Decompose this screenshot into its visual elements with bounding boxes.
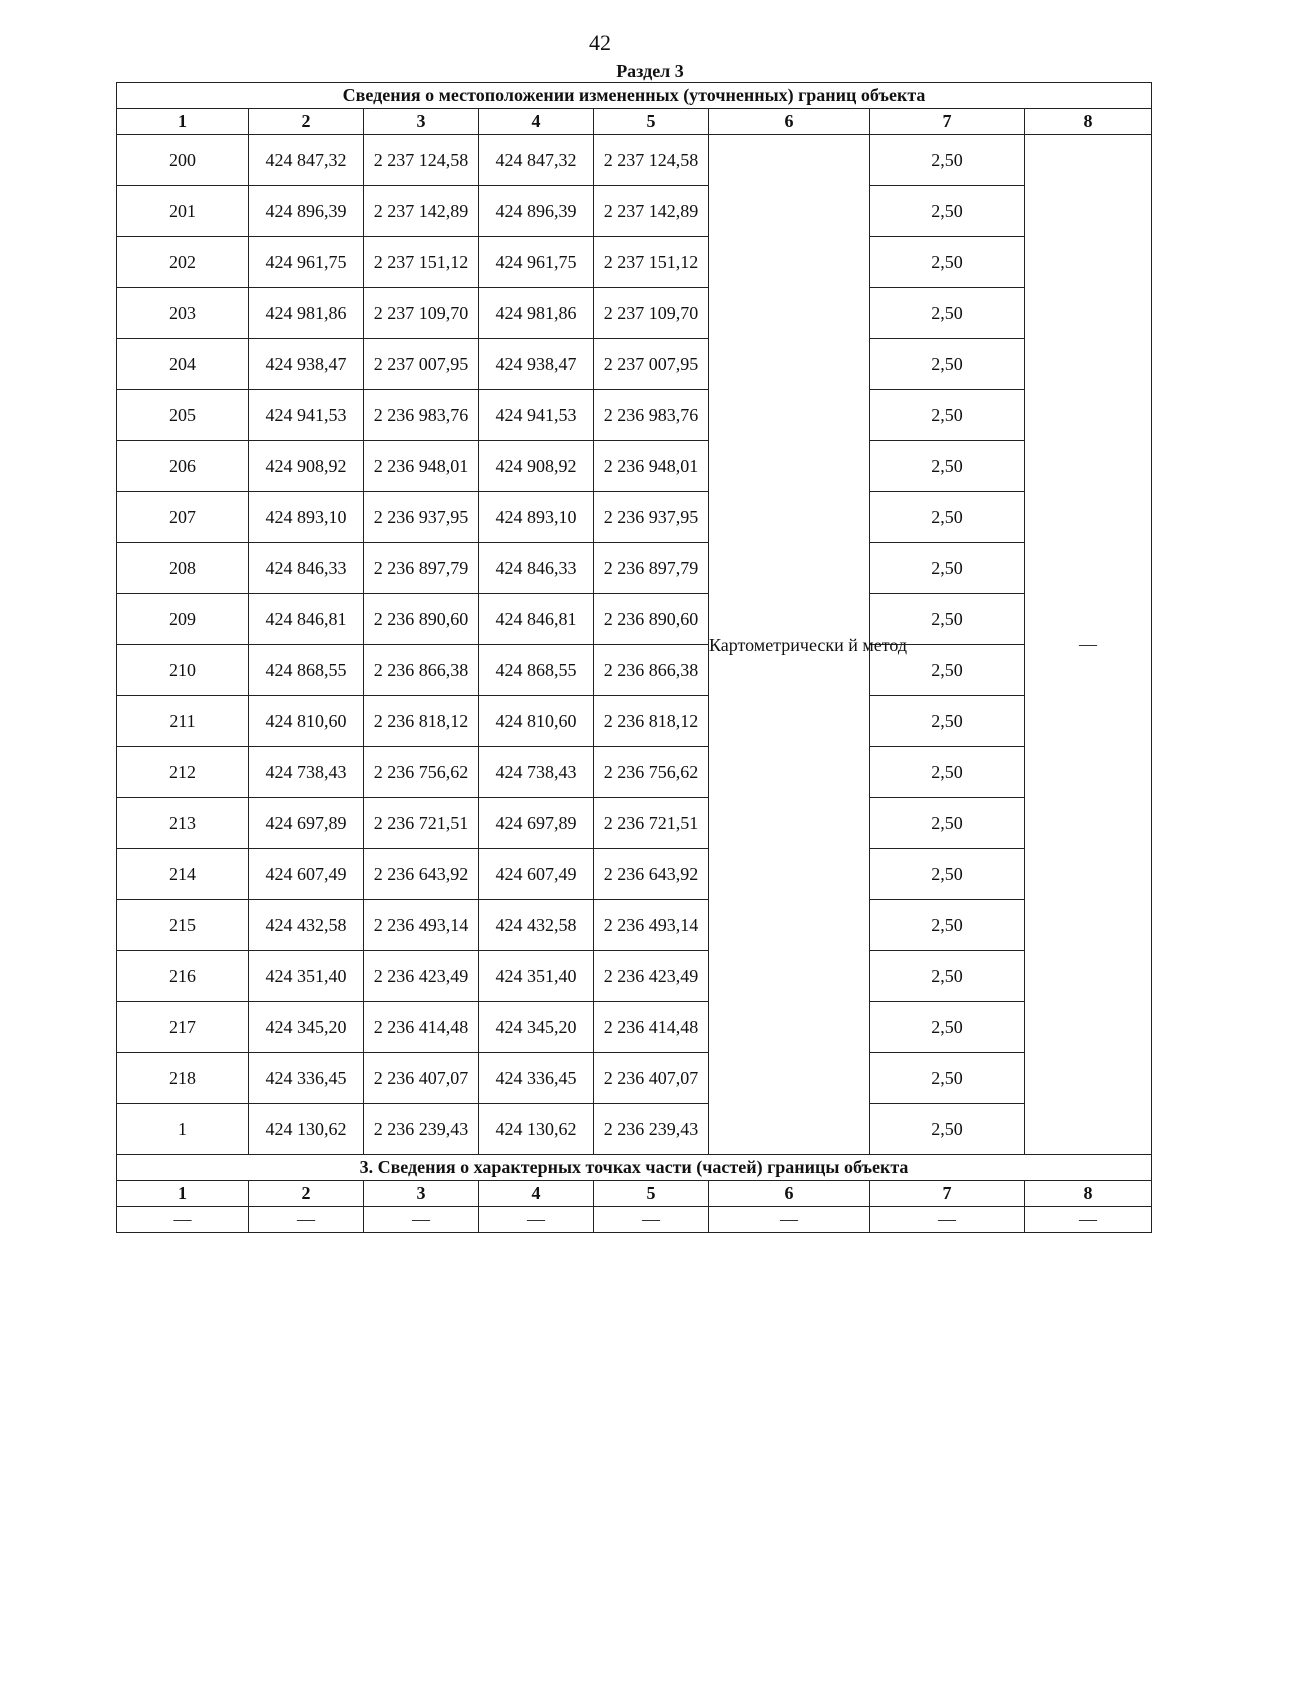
table-row xyxy=(117,696,1152,747)
table-row xyxy=(117,798,1152,849)
coordinate-cell: 2 236 407,07 xyxy=(594,1053,709,1104)
coordinate-cell: 424 336,45 xyxy=(479,1053,594,1104)
accuracy-cell: 2,50 xyxy=(870,696,1025,747)
column-number: 5 xyxy=(594,1181,709,1207)
point-number: 206 xyxy=(117,441,249,492)
coordinate-cell: 424 938,47 xyxy=(479,339,594,390)
table-row xyxy=(117,543,1152,594)
accuracy-cell: 2,50 xyxy=(870,594,1025,645)
table-row xyxy=(117,849,1152,900)
coordinate-cell: 2 236 866,38 xyxy=(594,645,709,696)
column-number: 3 xyxy=(364,1181,479,1207)
empty-value-cell: — xyxy=(479,1207,594,1233)
table-row xyxy=(117,594,1152,645)
coordinate-cell: 2 236 643,92 xyxy=(364,849,479,900)
coordinate-cell: 2 237 007,95 xyxy=(594,339,709,390)
accuracy-cell: 2,50 xyxy=(870,543,1025,594)
accuracy-cell: 2,50 xyxy=(870,849,1025,900)
column8-cell: — xyxy=(1025,135,1152,1155)
coordinate-cell: 424 738,43 xyxy=(249,747,364,798)
table-row xyxy=(117,390,1152,441)
point-number: 203 xyxy=(117,288,249,339)
coordinate-cell: 2 237 007,95 xyxy=(364,339,479,390)
coordinate-cell: 2 236 948,01 xyxy=(364,441,479,492)
coordinate-cell: 2 236 414,48 xyxy=(594,1002,709,1053)
coordinate-cell: 2 237 142,89 xyxy=(364,186,479,237)
coordinate-cell: 424 896,39 xyxy=(479,186,594,237)
coordinate-cell: 424 432,58 xyxy=(249,900,364,951)
accuracy-cell: 2,50 xyxy=(870,441,1025,492)
column-number: 8 xyxy=(1025,109,1152,135)
point-number: 211 xyxy=(117,696,249,747)
coordinate-cell: 424 938,47 xyxy=(249,339,364,390)
boundary-table xyxy=(116,82,1152,1233)
point-number: 202 xyxy=(117,237,249,288)
coordinate-cell: 2 236 414,48 xyxy=(364,1002,479,1053)
empty-value-cell: — xyxy=(249,1207,364,1233)
table-title: Сведения о местоположении измененных (уточненных) границ объекта xyxy=(117,83,1152,109)
table-row xyxy=(117,288,1152,339)
accuracy-cell: 2,50 xyxy=(870,645,1025,696)
column-number: 4 xyxy=(479,1181,594,1207)
coordinate-cell: 2 236 239,43 xyxy=(364,1104,479,1155)
accuracy-cell: 2,50 xyxy=(870,186,1025,237)
parts-table-title: 3. Сведения о характерных точках части (частей) границы объекта xyxy=(117,1155,1152,1181)
coordinate-cell: 2 236 818,12 xyxy=(364,696,479,747)
table-row xyxy=(117,900,1152,951)
coordinate-cell: 424 351,40 xyxy=(479,951,594,1002)
accuracy-cell: 2,50 xyxy=(870,1053,1025,1104)
coordinate-cell: 424 607,49 xyxy=(249,849,364,900)
point-number: 218 xyxy=(117,1053,249,1104)
coordinate-cell: 2 236 407,07 xyxy=(364,1053,479,1104)
coordinate-cell: 424 336,45 xyxy=(249,1053,364,1104)
column-number: 1 xyxy=(117,109,249,135)
accuracy-cell: 2,50 xyxy=(870,288,1025,339)
coordinate-cell: 424 846,81 xyxy=(249,594,364,645)
coordinate-cell: 424 941,53 xyxy=(479,390,594,441)
coordinate-cell: 424 130,62 xyxy=(479,1104,594,1155)
point-number: 217 xyxy=(117,1002,249,1053)
coordinate-cell: 2 236 423,49 xyxy=(594,951,709,1002)
coordinate-cell: 2 236 866,38 xyxy=(364,645,479,696)
empty-value-cell: — xyxy=(870,1207,1025,1233)
point-number: 209 xyxy=(117,594,249,645)
coordinate-cell: 2 236 643,92 xyxy=(594,849,709,900)
column-number: 5 xyxy=(594,109,709,135)
point-number: 205 xyxy=(117,390,249,441)
coordinate-cell: 2 236 983,76 xyxy=(594,390,709,441)
coordinate-cell: 424 345,20 xyxy=(479,1002,594,1053)
table-row xyxy=(117,951,1152,1002)
accuracy-cell: 2,50 xyxy=(870,390,1025,441)
coordinate-cell: 2 236 948,01 xyxy=(594,441,709,492)
column-number: 8 xyxy=(1025,1181,1152,1207)
coordinate-cell: 2 236 897,79 xyxy=(594,543,709,594)
point-number: 210 xyxy=(117,645,249,696)
coordinate-cell: 424 810,60 xyxy=(479,696,594,747)
coordinate-cell: 424 893,10 xyxy=(479,492,594,543)
coordinate-cell: 424 847,32 xyxy=(479,135,594,186)
point-number: 214 xyxy=(117,849,249,900)
coordinate-cell: 424 847,32 xyxy=(249,135,364,186)
accuracy-cell: 2,50 xyxy=(870,492,1025,543)
coordinate-cell: 424 846,81 xyxy=(479,594,594,645)
coordinate-cell: 424 896,39 xyxy=(249,186,364,237)
coordinate-cell: 2 236 756,62 xyxy=(594,747,709,798)
coordinate-cell: 2 237 109,70 xyxy=(594,288,709,339)
coordinate-cell: 2 236 721,51 xyxy=(594,798,709,849)
section-title: Раздел 3 xyxy=(616,61,684,81)
coordinate-cell: 424 846,33 xyxy=(249,543,364,594)
coordinate-cell: 424 607,49 xyxy=(479,849,594,900)
coordinate-cell: 424 981,86 xyxy=(479,288,594,339)
column-number: 2 xyxy=(249,109,364,135)
table-row xyxy=(117,645,1152,696)
empty-value-cell: — xyxy=(1025,1207,1152,1233)
coordinate-cell: 424 738,43 xyxy=(479,747,594,798)
empty-value-cell: — xyxy=(594,1207,709,1233)
point-number: 207 xyxy=(117,492,249,543)
column-number: 4 xyxy=(479,109,594,135)
column-number: 6 xyxy=(709,109,870,135)
coordinate-cell: 2 237 142,89 xyxy=(594,186,709,237)
table-row xyxy=(117,492,1152,543)
coordinate-cell: 2 236 423,49 xyxy=(364,951,479,1002)
coordinate-cell: 2 236 756,62 xyxy=(364,747,479,798)
table-row xyxy=(117,135,1152,186)
coordinate-cell: 424 345,20 xyxy=(249,1002,364,1053)
accuracy-cell: 2,50 xyxy=(870,747,1025,798)
accuracy-cell: 2,50 xyxy=(870,135,1025,186)
accuracy-cell: 2,50 xyxy=(870,237,1025,288)
column-number: 3 xyxy=(364,109,479,135)
coordinate-cell: 2 236 890,60 xyxy=(594,594,709,645)
accuracy-cell: 2,50 xyxy=(870,1002,1025,1053)
point-number: 201 xyxy=(117,186,249,237)
coordinate-cell: 424 961,75 xyxy=(479,237,594,288)
coordinate-cell: 2 237 109,70 xyxy=(364,288,479,339)
point-number: 216 xyxy=(117,951,249,1002)
coordinate-cell: 2 236 493,14 xyxy=(364,900,479,951)
page-number: 42 xyxy=(589,30,611,55)
accuracy-cell: 2,50 xyxy=(870,1104,1025,1155)
coordinate-cell: 424 351,40 xyxy=(249,951,364,1002)
table-row xyxy=(117,1207,1152,1233)
table-row xyxy=(117,339,1152,390)
table-row xyxy=(117,1002,1152,1053)
accuracy-cell: 2,50 xyxy=(870,339,1025,390)
coordinate-cell: 424 846,33 xyxy=(479,543,594,594)
coordinate-cell: 2 237 124,58 xyxy=(364,135,479,186)
point-number: 215 xyxy=(117,900,249,951)
point-number: 204 xyxy=(117,339,249,390)
column-number: 1 xyxy=(117,1181,249,1207)
coordinate-cell: 424 130,62 xyxy=(249,1104,364,1155)
empty-value-cell: — xyxy=(709,1207,870,1233)
method-cell: Картометрически й метод xyxy=(709,135,870,1155)
coordinate-cell: 424 961,75 xyxy=(249,237,364,288)
column-number: 7 xyxy=(870,1181,1025,1207)
coordinate-cell: 2 237 151,12 xyxy=(364,237,479,288)
point-number: 212 xyxy=(117,747,249,798)
coordinate-cell: 2 236 818,12 xyxy=(594,696,709,747)
empty-value-cell: — xyxy=(364,1207,479,1233)
column-number: 6 xyxy=(709,1181,870,1207)
coordinate-cell: 424 981,86 xyxy=(249,288,364,339)
coordinate-cell: 2 236 897,79 xyxy=(364,543,479,594)
coordinate-cell: 424 697,89 xyxy=(249,798,364,849)
point-number: 1 xyxy=(117,1104,249,1155)
point-number: 213 xyxy=(117,798,249,849)
coordinate-cell: 424 893,10 xyxy=(249,492,364,543)
table-row xyxy=(117,1053,1152,1104)
coordinate-cell: 2 236 937,95 xyxy=(594,492,709,543)
coordinate-cell: 2 236 983,76 xyxy=(364,390,479,441)
coordinate-cell: 424 697,89 xyxy=(479,798,594,849)
coordinate-cell: 2 236 493,14 xyxy=(594,900,709,951)
table-row xyxy=(117,186,1152,237)
table-row xyxy=(117,237,1152,288)
table-row xyxy=(117,1104,1152,1155)
coordinate-cell: 2 237 151,12 xyxy=(594,237,709,288)
accuracy-cell: 2,50 xyxy=(870,798,1025,849)
coordinate-cell: 424 868,55 xyxy=(249,645,364,696)
coordinate-cell: 424 908,92 xyxy=(249,441,364,492)
coordinate-cell: 2 237 124,58 xyxy=(594,135,709,186)
accuracy-cell: 2,50 xyxy=(870,900,1025,951)
coordinate-cell: 2 236 937,95 xyxy=(364,492,479,543)
point-number: 200 xyxy=(117,135,249,186)
coordinate-cell: 424 941,53 xyxy=(249,390,364,441)
table-row xyxy=(117,747,1152,798)
point-number: 208 xyxy=(117,543,249,594)
column-number: 2 xyxy=(249,1181,364,1207)
accuracy-cell: 2,50 xyxy=(870,951,1025,1002)
coordinate-cell: 424 908,92 xyxy=(479,441,594,492)
table-row xyxy=(117,441,1152,492)
coordinate-cell: 424 432,58 xyxy=(479,900,594,951)
coordinate-cell: 2 236 239,43 xyxy=(594,1104,709,1155)
column-number: 7 xyxy=(870,109,1025,135)
coordinate-cell: 2 236 721,51 xyxy=(364,798,479,849)
empty-value-cell: — xyxy=(117,1207,249,1233)
coordinate-cell: 424 810,60 xyxy=(249,696,364,747)
coordinate-cell: 424 868,55 xyxy=(479,645,594,696)
coordinate-cell: 2 236 890,60 xyxy=(364,594,479,645)
